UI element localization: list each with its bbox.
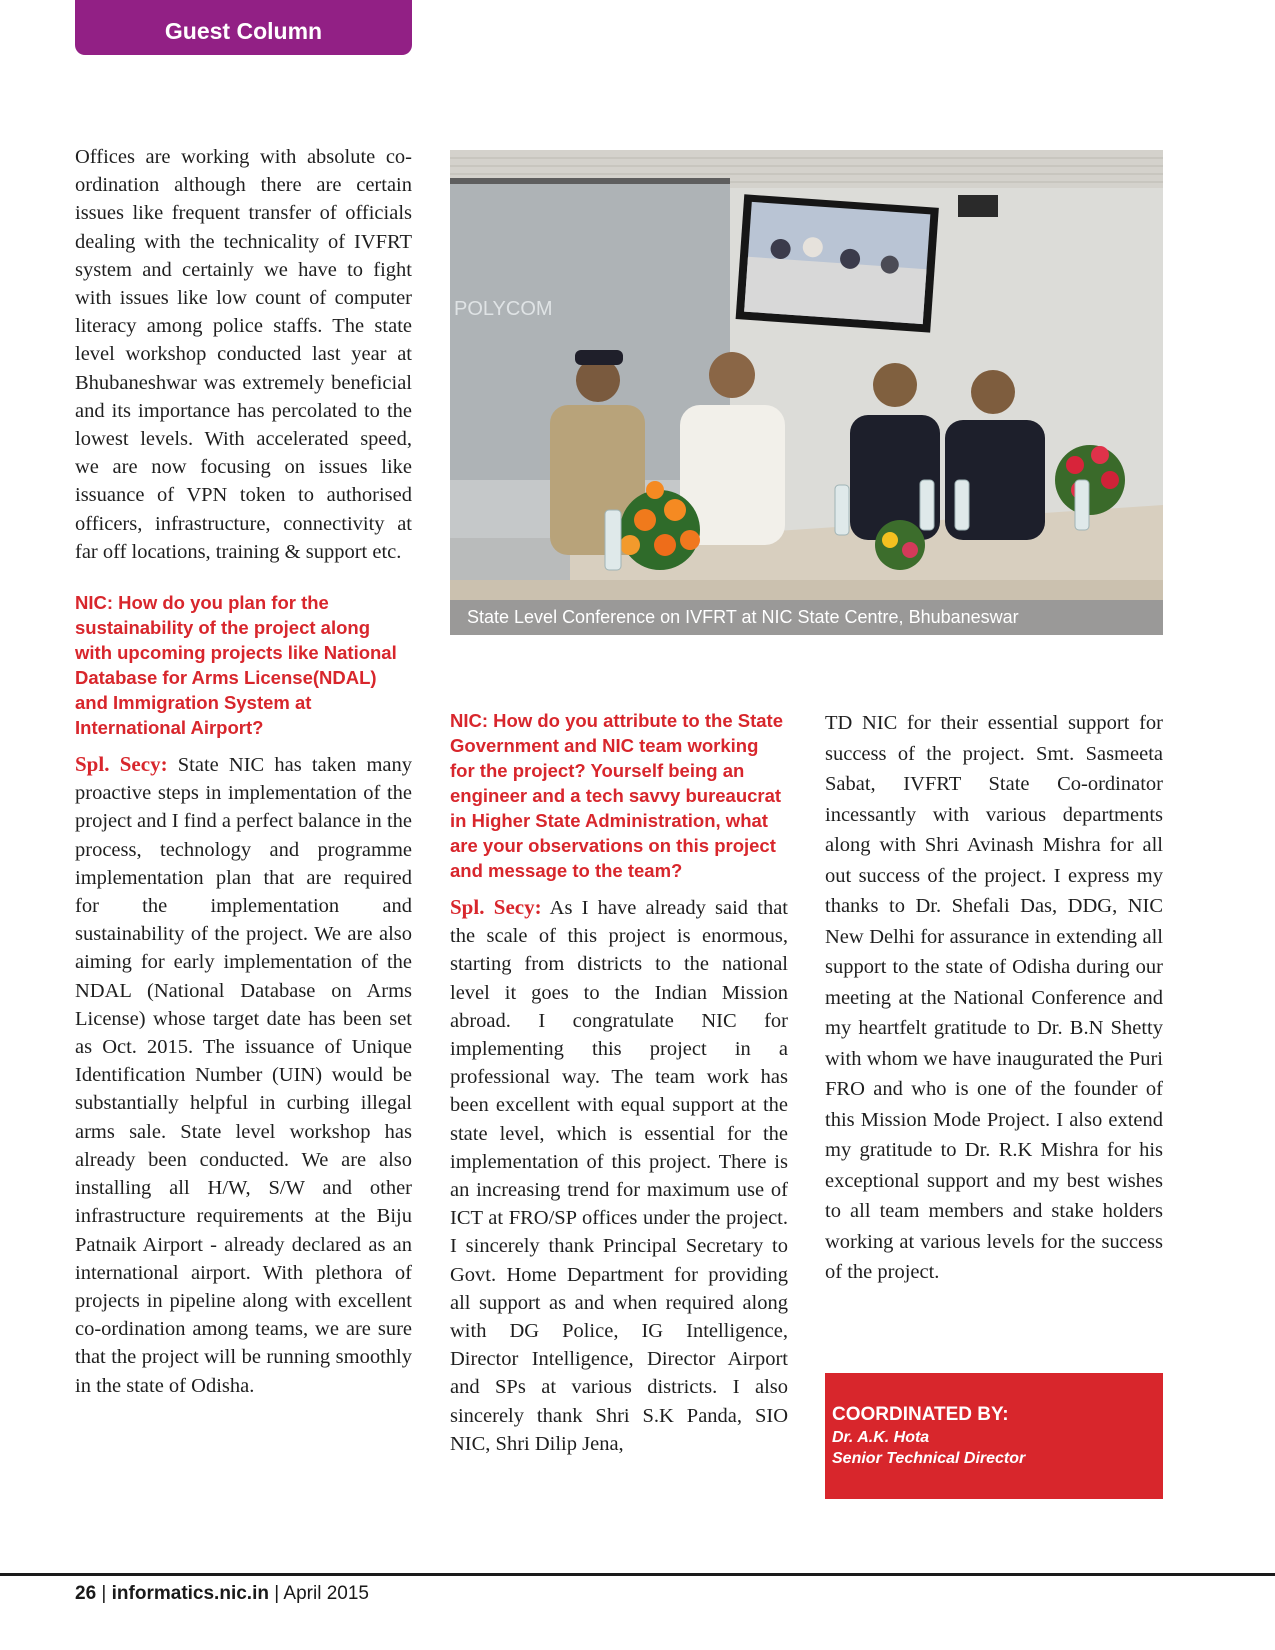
continued-paragraph: TD NIC for their essential support for success of the project. Smt. Sasmeeta Sabat, IVFRT State Co-ordinator incessantly with various departments along with Shri Avinash Mishra for all out success of the project. I express my thanks to Dr. Shefali Das, DDG, NIC New Delhi for assurance in extending all support to the state of Odisha during our meeting at the National Conference and my heartfelt gratitude to Dr. B.N Shetty with whom we have inaugurated the Puri FRO and who is one of the founder of this Mission Mode Project. I also extend my gratitude to Dr. R.K Mishra for his exceptional support and my best wishes to all team members and stake holders working at various levels for the success of the project. [825, 712, 1163, 1283]
answer-text: As I have already said that the scale of this project is enormous, starting from districts to the national level it goes to the Indian Mission abroad. I congratulate NIC for implementing this project in a professional way. The team work has been excellent with equal support at the state level, which is essential for the implementation of this project. There is an increasing trend for maximum use of ICT at FRO/SP offices under the project. I sincerely thank Principal Secretary to Govt. Home Department for providing all support as and when required along with DG Police, IG Intelligence, Director Intelligence, Director Airport and SPs at various districts. I also sincerely thank Shri S.K Panda, SIO NIC, Shri Dilip Jena, [450, 897, 788, 1455]
footer-separator-2: | [268, 1583, 284, 1604]
intro-paragraph: Offices are working with absolute co-ordination although there are certain issues like frequent transfer of officials dealing with the technicality of IVFRT system and certainly we have to fight with issues like low count of computer literacy among police staffs. The state level workshop conducted last year at Bhubaneshwar was extremely beneficial and its importance has percolated to the lowest levels. With accelerated speed, we are now focusing on issues like issuance of VPN token to authorised officers, infrastructure, connectivity at far off locations, training & support etc. [75, 146, 412, 563]
speaker-label: Spl. Secy: [75, 752, 168, 777]
speaker-label: Spl. Secy: [450, 895, 542, 919]
screen-brand-text: POLYCOM [454, 298, 553, 320]
footer-site[interactable]: informatics.nic.in [111, 1583, 269, 1604]
answer-text: State NIC has taken many proactive steps in implementation of the project and I find a perfect balance in the process, technology and programme implementation plan that are required for the implementation and sustainability of the project. We are also aiming for early implementation of the NDAL (National Database on Arms License) whose target date has been set as Oct. 2015. The issuance of Unique Identification Number (UIN) would be substantially helpful in curbing illegal arms sale. State level workshop has already been conducted. We are also installing all H/W, S/W and other infrastructure requirements at the Biju Patnaik Airport - already declared as an international airport. With plethora of projects in pipeline along with excellent co-ordination among teams, we are sure that the project will be running smoothly in the state of Odisha. [75, 754, 413, 1397]
conference-photo [450, 150, 1163, 635]
column-middle [450, 708, 788, 1458]
conference-photo-illustration [450, 150, 1163, 635]
coordinator-name: Dr. A.K. Hota [832, 1429, 930, 1446]
photo-caption: State Level Conference on IVFRT at NIC State Centre, Bhubaneswar [450, 600, 1163, 635]
footer-date: April 2015 [283, 1583, 369, 1604]
footer-divider [0, 1573, 1275, 1576]
answer-paragraph-2 [450, 893, 788, 1458]
column-right [825, 708, 1163, 1288]
page-number: 26 [75, 1583, 97, 1604]
interview-question-1: NIC: How do you plan for the sustainability of the project along with upcoming projects like National Database for Arms License(NDAL) and Immigration System at International Airport? [75, 592, 397, 739]
section-label: Guest Column [75, 0, 412, 55]
footer-separator-1: | [96, 1583, 112, 1604]
coordinated-by-box [825, 1373, 1163, 1499]
answer-paragraph-1 [75, 750, 412, 1400]
interview-question-2: NIC: How do you attribute to the State Government and NIC team working for the project? Yourself being an engineer and a tech savvy bureaucrat in Higher State Administration, what are your observations on this project and message to the team? [450, 710, 783, 881]
coordinator-role: Senior Technical Director [832, 1450, 1026, 1467]
page-footer [75, 1583, 369, 1605]
coordinated-by-title: COORDINATED BY: [832, 1404, 1009, 1425]
column-left [75, 143, 412, 1400]
